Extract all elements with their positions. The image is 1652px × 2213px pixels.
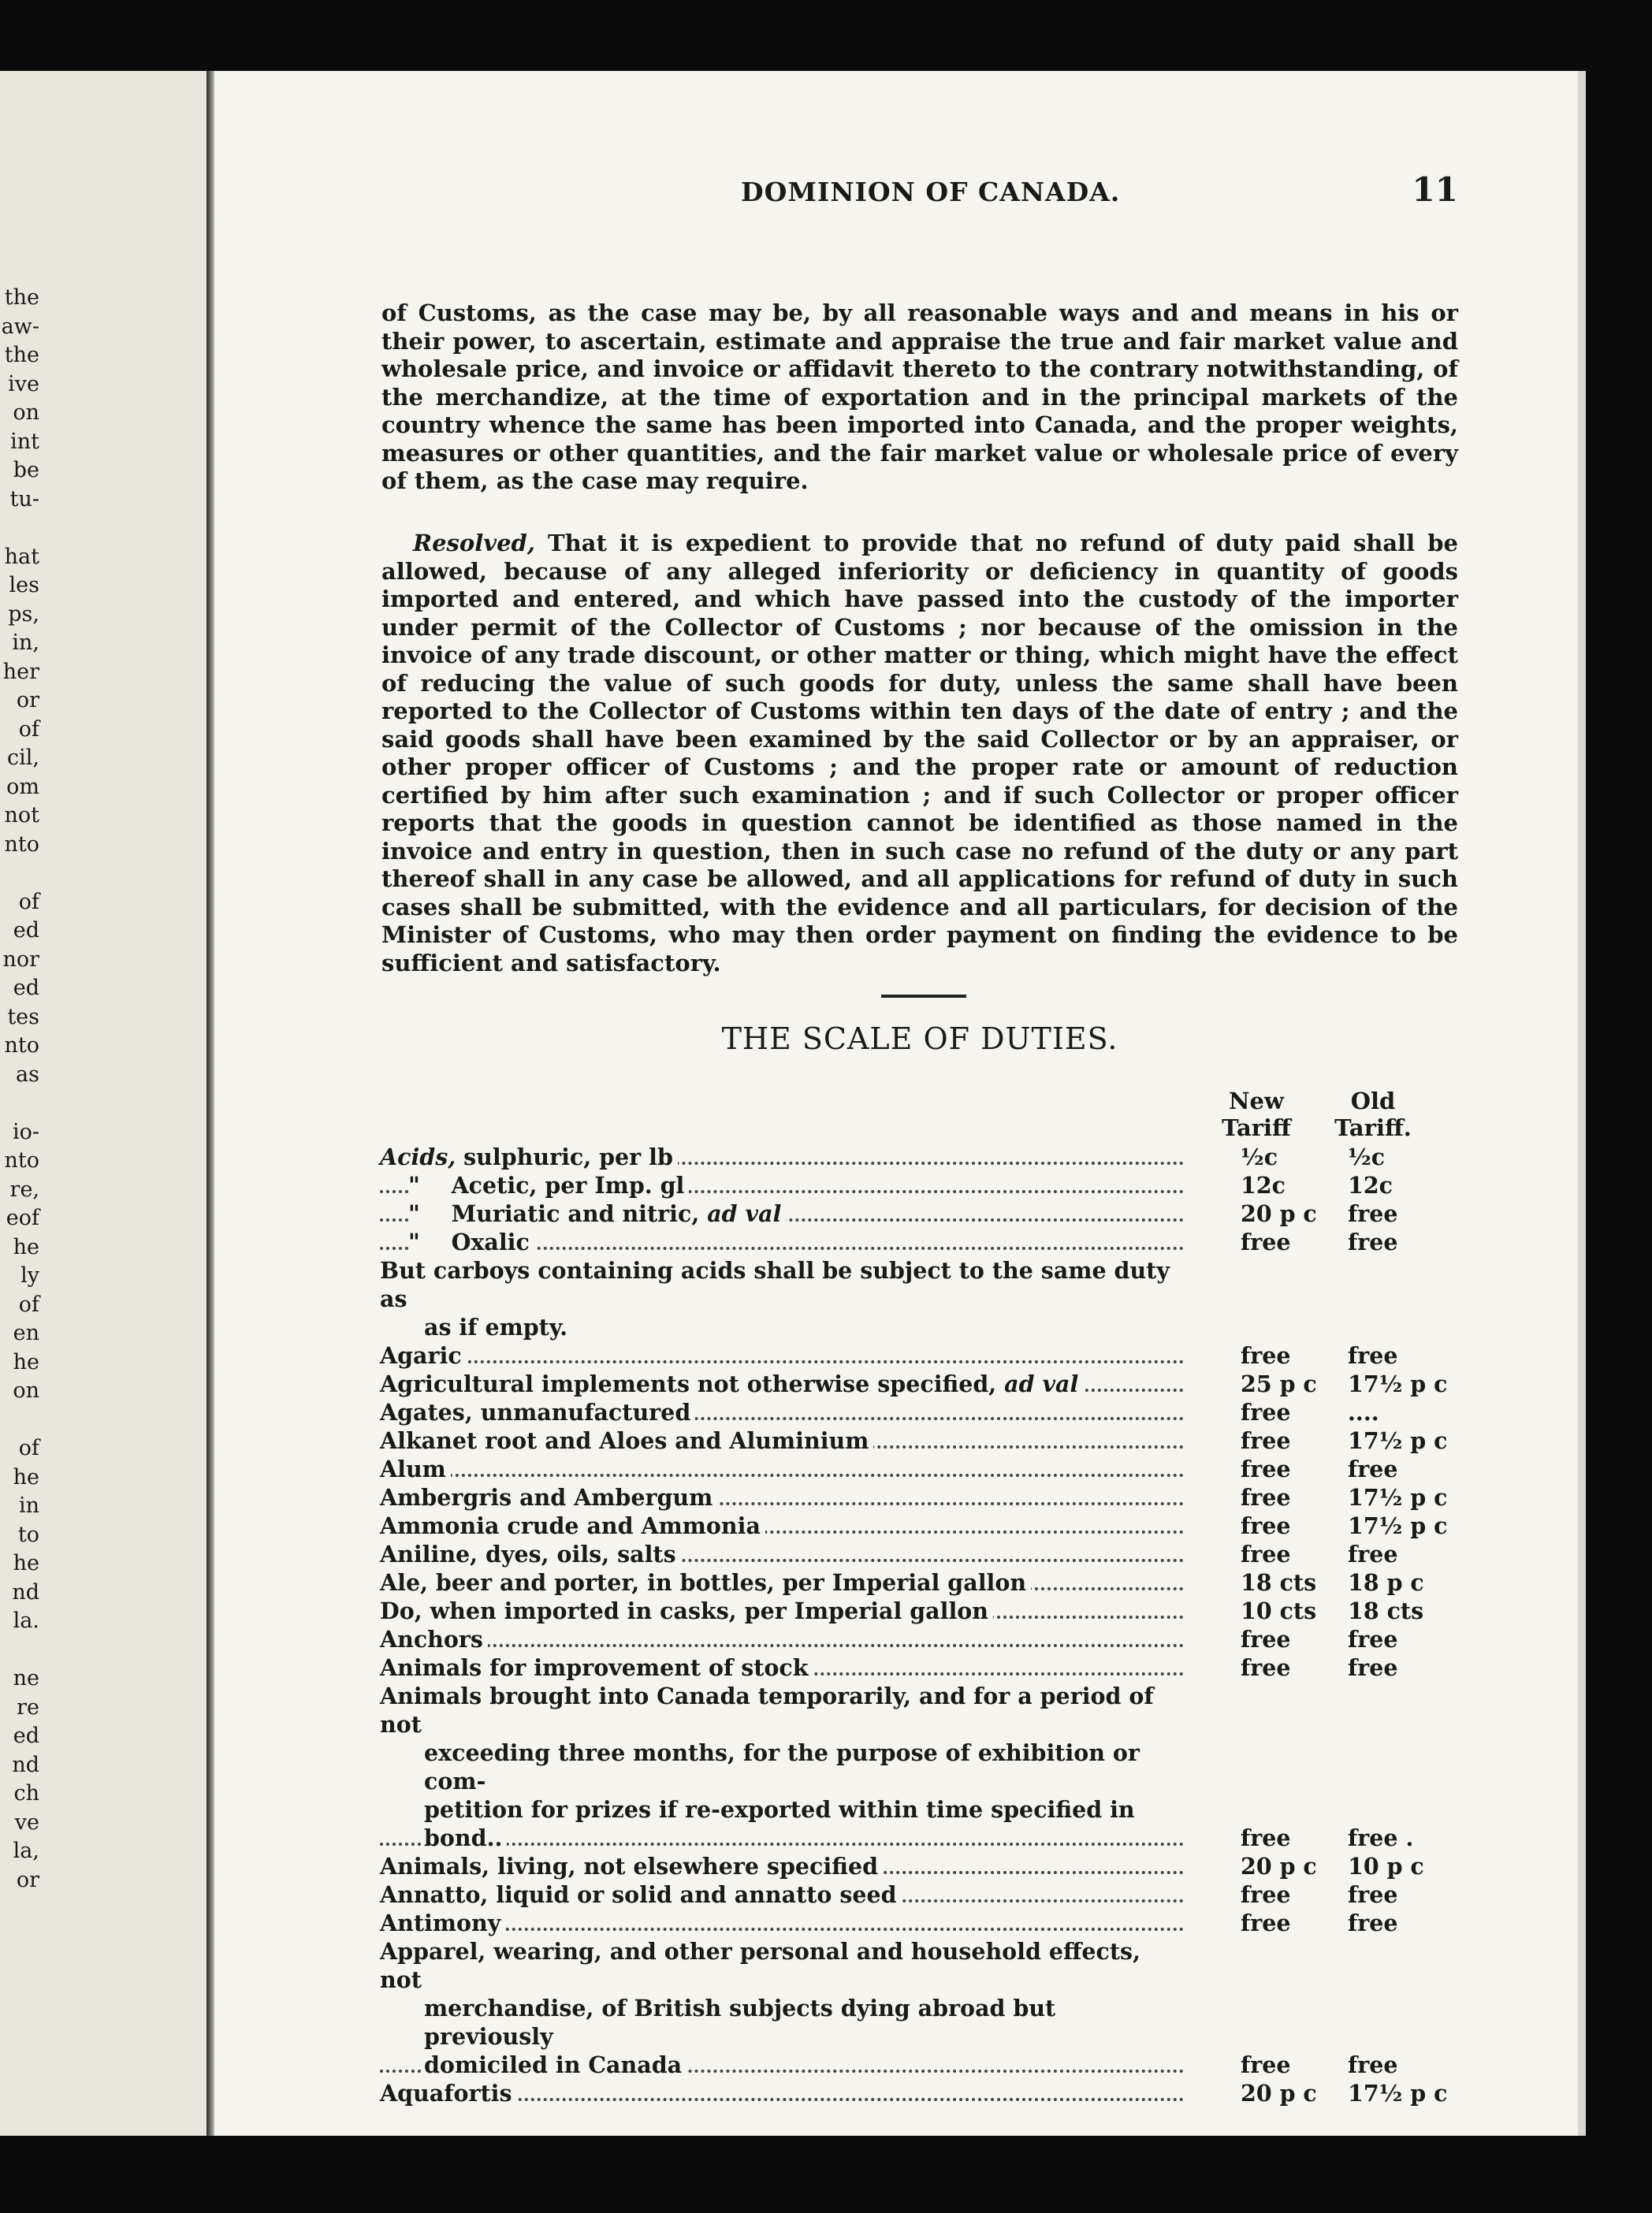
fragment-line: nor [2, 947, 39, 972]
row-lead: " [408, 1200, 420, 1227]
description-main: Apparel, wearing, and other personal and household effects, not [380, 1938, 1141, 1993]
fragment-line: of [18, 1292, 39, 1317]
facing-page-text [0, 284, 39, 1895]
table-row [380, 1341, 1475, 1370]
fragment-line: nto [4, 1148, 39, 1173]
fragment-line: nto [4, 831, 39, 857]
table-row [380, 1937, 1475, 2079]
row-description [380, 1880, 1184, 1909]
row-description [380, 1341, 1184, 1370]
description-main: Animals brought into Canada temporarily, and for a period of not [380, 1683, 1154, 1738]
description-continuation [380, 1313, 1184, 1341]
old-tariff-value: 17½ p c [1348, 1427, 1448, 1454]
fragment-line: ed [13, 976, 39, 1000]
new-tariff-value: free [1241, 2051, 1291, 2078]
continuation-text: domiciled in Canada [424, 2051, 686, 2078]
old-tariff-value: free [1348, 1229, 1398, 1255]
table-row [380, 2079, 1475, 2107]
description-text [380, 1427, 873, 1454]
fragment-line: ps, [8, 601, 39, 627]
resolved-lead: Resolved, [413, 530, 535, 556]
description-line [380, 1199, 1184, 1228]
description-line [380, 1483, 1184, 1512]
fragment-line: en [13, 1321, 39, 1345]
description-main: Ale, beer and porter, in bottles, per Imperial gallon [380, 1569, 1027, 1596]
old-tariff-value: free [1348, 1881, 1398, 1908]
row-description [380, 1852, 1184, 1880]
description-line [380, 2079, 1184, 2107]
new-tariff-value: free [1241, 1427, 1291, 1454]
description-text [380, 1399, 695, 1426]
fragment-line: ve [14, 1809, 39, 1835]
old-tariff-value: 10 p c [1348, 1853, 1424, 1880]
row-description [380, 1199, 1184, 1228]
fragment-line: ed [13, 1724, 39, 1748]
duties-table [380, 1143, 1475, 2107]
table-row [380, 1228, 1475, 1256]
new-tariff-value: 10 cts [1241, 1597, 1317, 1624]
table-row [380, 1540, 1475, 1568]
table-row [380, 1512, 1475, 1540]
fragment-line: tes [7, 1004, 39, 1029]
old-tariff-value: 17½ p c [1348, 1512, 1448, 1539]
new-tariff-value: 20 p c [1241, 2080, 1317, 2107]
new-tariff-value: free [1241, 1456, 1291, 1482]
table-row [380, 1199, 1475, 1228]
description-text [380, 1541, 681, 1568]
continuation-text: as if empty. [424, 1314, 572, 1341]
description-text [380, 1144, 678, 1170]
fragment-line: in [18, 1493, 39, 1518]
old-tariff-value: .... [1348, 1399, 1379, 1426]
row-description [380, 1682, 1184, 1852]
fragment-line: the [4, 343, 39, 367]
table-row [380, 1256, 1475, 1341]
fragment-line: of [18, 889, 39, 914]
fragment-line: io- [12, 1119, 39, 1144]
description-text [380, 1342, 467, 1369]
fragment-line [0, 1406, 39, 1435]
fragment-line: re [17, 1694, 39, 1720]
new-tariff-value: free [1241, 1229, 1291, 1255]
description-main: Muriatic and nitric, [451, 1200, 700, 1227]
fragment-line: he [13, 1464, 39, 1490]
fragment-line: ne [13, 1666, 39, 1690]
description-continuation [380, 2051, 1184, 2079]
row-description [380, 1597, 1184, 1625]
fragment-line: ch [13, 1781, 39, 1806]
column-header-line: Tariff. [1334, 1114, 1412, 1141]
description-line [380, 1341, 1184, 1370]
fragment-line: to [17, 1522, 39, 1547]
row-description [380, 1455, 1184, 1483]
row-lead: " [408, 1229, 420, 1255]
new-tariff-value: free [1241, 1881, 1291, 1908]
fragment-line: be [13, 458, 39, 482]
continuation-text: merchandise, of British subjects dying abroad but previously [424, 1995, 1056, 2050]
fragment-line: re, [9, 1177, 39, 1202]
row-description [380, 1937, 1184, 2079]
fragment-line: les [9, 573, 39, 597]
table-row [380, 1653, 1475, 1682]
row-description [380, 1398, 1184, 1426]
new-tariff-value: free [1241, 1541, 1291, 1568]
column-header-new-tariff [1201, 1088, 1312, 1141]
table-row [380, 1483, 1475, 1512]
fragment-line [0, 1636, 39, 1665]
description-line [380, 1455, 1184, 1483]
resolution-text: That it is expedient to provide that no refund of duty paid shall be allowed, because of any alleged inferiority or deficiency in quantity of goods imported and entered, and which have passed into the custody of the importer under permit of the Collector of Customs ; nor because of the omission in the invoice of any trade discount, or other matter or thing, which might have the effect of reducing the value of such goods for duty, unless the same shall have been reported to the Collector of Customs within ten days of the date of entry ; and the said goods shall have been examined by the said Collector or by an appraiser, or other proper officer of Customs ; and the proper rate or amount of reduction certified by him after such examination ; and if such Collector or proper officer reports that the goods in question cannot be identified as those named in the invoice and entry in question, then in such case no refund of the duty or any part thereof shall in any case be allowed, and all applications for refund of duty in such cases shall be submitted, with the evidence and all particulars, for decision of the Minister of Customs, who may then order payment on finding the evidence to be sufficient and satisfactory. [381, 530, 1458, 976]
old-tariff-value: free [1348, 1200, 1398, 1227]
description-line [380, 1880, 1184, 1909]
old-tariff-value: free [1348, 1342, 1398, 1369]
section-rule [881, 995, 966, 998]
running-header [522, 167, 1458, 211]
leader-dots [380, 1360, 1184, 1363]
old-tariff-value: 18 cts [1348, 1597, 1424, 1624]
fragment-line: the [4, 285, 39, 310]
fragment-line: nd [12, 1752, 39, 1777]
description-text [380, 1371, 1083, 1397]
description-main: Animals for improvement of stock [380, 1654, 809, 1681]
old-tariff-value: 17½ p c [1348, 2080, 1448, 2107]
old-tariff-value: 17½ p c [1348, 1371, 1448, 1397]
description-line [380, 1143, 1184, 1171]
paragraph-text: of Customs, as the case may be, by all reasonable ways and and means in his or their power, to ascertain, estimate and appraise the true and fair market value and wholesale price, and invoice or affidavit thereto to the contrary notwithstanding, of the merchandize, at the time of exportation and in the principal markets of the country whence the same has been imported into Canada, and the proper weights, measures or other quantities, and the fair market value or wholesale price of every of them, as the case may require. [381, 299, 1458, 494]
description-text [380, 1456, 451, 1482]
fragment-line: nd [12, 1579, 39, 1605]
new-tariff-value: free [1241, 1626, 1291, 1653]
table-row [380, 1909, 1475, 1937]
description-main: Acetic, per Imp. gl [451, 1172, 685, 1199]
table-row [380, 1370, 1475, 1398]
fragment-line: or [16, 688, 39, 712]
description-line [380, 1937, 1184, 1994]
fragment-line: he [13, 1349, 39, 1374]
description-line [380, 1625, 1184, 1653]
old-tariff-value: free [1348, 2051, 1398, 2078]
fragment-line: not [4, 803, 39, 828]
new-tariff-value: free [1241, 1654, 1291, 1681]
fragment-line [0, 514, 39, 543]
new-tariff-value: free [1241, 1824, 1291, 1851]
description-main: Anchors [380, 1626, 483, 1653]
fragment-line: tu- [9, 486, 39, 511]
row-description [380, 1625, 1184, 1653]
paragraph-refund-resolution [381, 530, 1458, 977]
description-continuation [380, 1795, 1184, 1852]
description-text [380, 1569, 1031, 1596]
table-row [380, 1426, 1475, 1455]
fragment-line: or [16, 1867, 39, 1892]
row-description [380, 1568, 1184, 1597]
description-text [380, 1853, 883, 1880]
description-text [380, 1484, 717, 1511]
description-text [380, 1910, 505, 1936]
description-text [380, 1654, 813, 1681]
leader-dots [380, 1474, 1184, 1477]
row-description [380, 1426, 1184, 1455]
fragment-line: of [18, 716, 39, 742]
description-main: Animals, living, not elsewhere specified [380, 1853, 879, 1880]
description-text [380, 1626, 488, 1653]
fragment-line: hat [4, 544, 39, 569]
old-tariff-value: ½c [1348, 1144, 1386, 1170]
fragment-line [0, 859, 39, 888]
description-line [380, 1852, 1184, 1880]
description-line [380, 1653, 1184, 1682]
description-line [380, 1568, 1184, 1597]
fragment-line: nto [4, 1033, 39, 1058]
old-tariff-value: 18 p c [1348, 1569, 1424, 1596]
new-tariff-value: ½c [1241, 1144, 1278, 1170]
new-tariff-value: 20 p c [1241, 1853, 1317, 1880]
fragment-line: of [18, 1436, 39, 1460]
description-main: Antimony [380, 1910, 501, 1936]
page-number: 11 [1412, 170, 1458, 209]
old-tariff-value: free [1348, 1910, 1398, 1936]
table-row [380, 1568, 1475, 1597]
table-row [380, 1143, 1475, 1171]
continuation-text: exceeding three months, for the purpose of exhibition or com- [424, 1739, 1140, 1795]
description-text [380, 1512, 765, 1539]
description-main: Do, when imported in casks, per Imperial gallon [380, 1597, 989, 1624]
description-main: Agaric [380, 1342, 462, 1369]
fragment-line: ive [8, 371, 39, 396]
description-line [380, 1171, 1184, 1199]
description-line [380, 1540, 1184, 1568]
description-text [408, 1200, 786, 1227]
fragment-line: la. [13, 1609, 39, 1633]
row-description [380, 1483, 1184, 1512]
fragment-line: int [10, 429, 39, 454]
running-title: DOMINION OF CANADA. [741, 177, 1121, 207]
description-text [380, 2080, 517, 2107]
description-main: sulphuric, per lb [463, 1144, 673, 1170]
new-tariff-value: free [1241, 1910, 1291, 1936]
table-row [380, 1852, 1475, 1880]
description-line [380, 1597, 1184, 1625]
row-lead: Acids, [380, 1144, 456, 1170]
description-text [380, 1597, 993, 1624]
old-tariff-value: free [1348, 1654, 1398, 1681]
fragment-line: la, [13, 1839, 39, 1863]
old-tariff-value: free [1348, 1456, 1398, 1482]
description-main: Ammonia crude and Ammonia [380, 1512, 761, 1539]
description-main: Oxalic [451, 1229, 530, 1255]
fragment-line: in, [12, 630, 39, 655]
row-description [380, 1143, 1184, 1171]
description-main: But carboys containing acids shall be subject to the same duty as [380, 1257, 1170, 1312]
fragment-line: ed [13, 918, 39, 943]
table-row [380, 1682, 1475, 1852]
description-line [380, 1398, 1184, 1426]
column-header-line: Old [1350, 1088, 1396, 1114]
column-header-line: Tariff [1222, 1114, 1291, 1141]
description-line [380, 1370, 1184, 1398]
old-tariff-value: 12c [1348, 1172, 1393, 1199]
description-text [380, 1881, 902, 1908]
table-row [380, 1455, 1475, 1483]
old-tariff-value: free [1348, 1541, 1398, 1568]
description-text [380, 1257, 1170, 1312]
description-text [380, 1683, 1154, 1738]
leader-dots [380, 1644, 1184, 1647]
facing-page-fragment [0, 71, 209, 2136]
description-line [380, 1909, 1184, 1937]
description-main: Alum [380, 1456, 446, 1482]
description-main: Agricultural implements not otherwise specified, [380, 1371, 997, 1397]
description-main: Aniline, dyes, oils, salts [380, 1541, 676, 1568]
old-tariff-value: 17½ p c [1348, 1484, 1448, 1511]
table-row [380, 1625, 1475, 1653]
new-tariff-value: 20 p c [1241, 1200, 1317, 1227]
description-italic: ad val [707, 1200, 782, 1227]
new-tariff-value: free [1241, 1512, 1291, 1539]
column-header-line: New [1229, 1088, 1284, 1114]
new-tariff-value: 12c [1241, 1172, 1286, 1199]
fragment-line: ly [20, 1263, 39, 1288]
new-tariff-value: 25 p c [1241, 1371, 1317, 1397]
description-continuation [380, 1994, 1184, 2051]
paragraph-text [381, 530, 1458, 977]
row-description [380, 1171, 1184, 1199]
fragment-line: as [16, 1062, 39, 1087]
description-text [408, 1229, 534, 1255]
description-main: Aquafortis [380, 2080, 512, 2107]
description-line [380, 1426, 1184, 1455]
table-row [380, 1171, 1475, 1199]
description-text [380, 1938, 1140, 1993]
new-tariff-value: 18 cts [1241, 1569, 1317, 1596]
old-tariff-value: free [1348, 1626, 1398, 1653]
description-line [380, 1228, 1184, 1256]
row-description [380, 1909, 1184, 1937]
table-row [380, 1398, 1475, 1426]
row-description [380, 1256, 1184, 1341]
table-row [380, 1880, 1475, 1909]
page-edge [1578, 71, 1586, 2136]
fragment-line: aw- [1, 314, 39, 339]
new-tariff-value: free [1241, 1342, 1291, 1369]
fragment-line: he [13, 1234, 39, 1259]
row-description [380, 2079, 1184, 2107]
fragment-line: he [13, 1551, 39, 1575]
new-tariff-value: free [1241, 1484, 1291, 1511]
section-title: THE SCALE OF DUTIES. [721, 1021, 1118, 1056]
description-continuation [380, 1739, 1184, 1795]
description-line [380, 1256, 1184, 1313]
fragment-line: on [13, 400, 39, 425]
fragment-line: eof [6, 1206, 39, 1230]
fragment-line: her [2, 659, 39, 684]
fragment-line: om [6, 774, 39, 799]
column-header-old-tariff [1318, 1088, 1428, 1141]
description-line [380, 1512, 1184, 1540]
fragment-line: on [13, 1378, 39, 1403]
row-description [380, 1228, 1184, 1256]
row-description [380, 1512, 1184, 1540]
description-main: Agates, unmanufactured [380, 1399, 691, 1426]
old-tariff-value: free . [1348, 1824, 1414, 1851]
row-description [380, 1370, 1184, 1398]
row-description [380, 1540, 1184, 1568]
description-line [380, 1682, 1184, 1739]
new-tariff-value: free [1241, 1399, 1291, 1426]
page-gutter [206, 71, 214, 2136]
description-text [408, 1172, 689, 1199]
fragment-line: cil, [7, 746, 39, 770]
fragment-line [0, 1089, 39, 1118]
description-main: Ambergris and Ambergum [380, 1484, 713, 1511]
row-lead: " [408, 1172, 420, 1199]
description-main: Alkanet root and Aloes and Aluminium [380, 1427, 869, 1454]
description-main: Annatto, liquid or solid and annatto seed [380, 1881, 897, 1908]
row-description [380, 1653, 1184, 1682]
description-italic: ad val [1004, 1371, 1079, 1397]
paragraph-customs-valuation [381, 299, 1458, 496]
table-row [380, 1597, 1475, 1625]
continuation-text: petition for prizes if re-exported within time specified in bond.. [424, 1796, 1135, 1851]
